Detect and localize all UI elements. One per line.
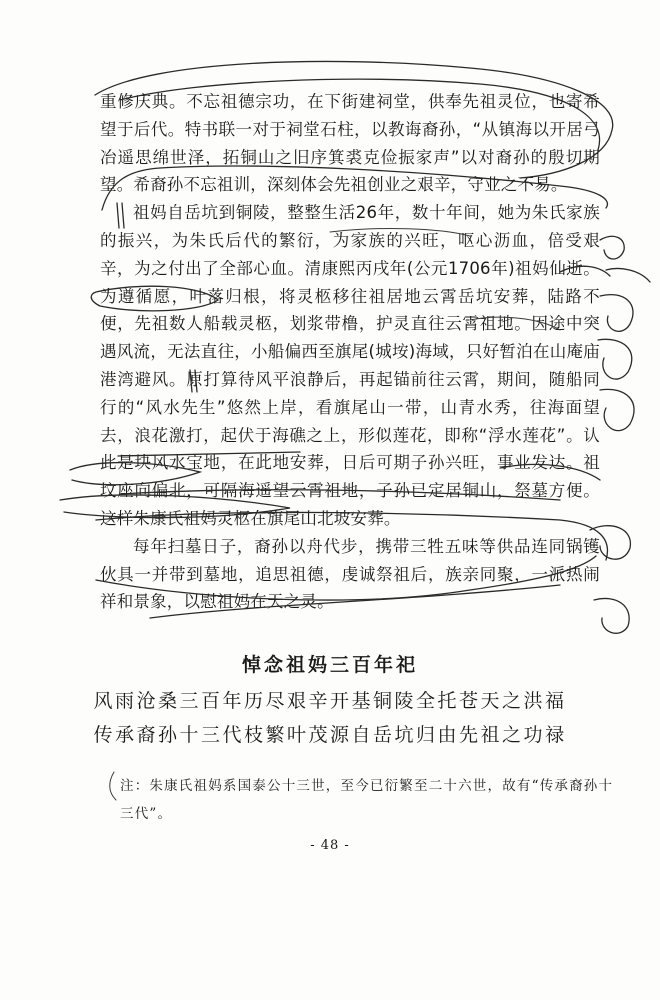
- poem-line-2: 传承裔孙十三代枝繁叶茂源自岳坑归由先祖之功禄: [93, 724, 567, 746]
- paragraph-1: 重修庆典。不忘祖德宗功，在下街建祠堂，供奉先祖灵位，也寄希望于后代。特书联一对于祠堂石柱，以教诲裔孙，“从镇海以开居弓冶遥思绵世泽，拓铜山之旧序箕裘克俭振家声”以对裔孙的殷切期望。希裔孙不忘祖训，深刻体会先祖创业之艰辛，守业之不易。: [100, 92, 600, 195]
- footnote: 注：朱康氏祖妈系国泰公十三世，至今已衍繁至二十六世，故有“传承裔孙十三代”。: [120, 778, 614, 822]
- paragraph-2: 祖妈自岳坑到铜陵，整整生活26年，数十年间，她为朱氏家族的振兴，为朱氏后代的繁衍，为家族的兴旺，呕心沥血，倍受艰辛，为之付出了全部心血。清康熙丙戌年(公元1706年)祖妈仙逝。为遵循愿，叶落归根，将灵柩移往祖居地云霄岳坑安葬，陆路不便，先祖数人船载灵柩，划浆带橹，护灵直往云霄祖地。因途中突遇风流，无法直往，小船偏西至旗尾(城垵)海域，只好暂泊在山庵庙港湾避风。原打算待风平浪静后，再起锚前往云霄，期间，随船同行的“风水先生”悠然上岸，看旗尾山一带，山青水秀，往海面望去，浪花激打，起伏于海礁之上，形似莲花，即称“浮水莲花”。认此是块风水宝地，在此地安葬，日后可期子孙兴旺，事业发达。祖坟座向偏北，可隔海遥望云霄祖地，子孙已定居铜山，祭墓方便。这样朱康氏祖妈灵柩在旗尾山北坡安葬。: [100, 203, 600, 528]
- body-text: [100, 88, 600, 616]
- poem-line-1: 风雨沧桑三百年历尽艰辛开基铜陵全托苍天之洪福: [93, 690, 567, 712]
- section-heading: 悼念祖妈三百年祀: [241, 654, 418, 676]
- paragraph-3: 每年扫墓日子，裔孙以舟代步，携带三牲五味等供品连同锅镬伙具一并带到墓地，追思祖德，虔诚祭祖后，族亲同聚，一派热闹祥和景象，以慰祖妈在天之灵。: [100, 536, 600, 612]
- page-number: - 48 -: [310, 838, 350, 853]
